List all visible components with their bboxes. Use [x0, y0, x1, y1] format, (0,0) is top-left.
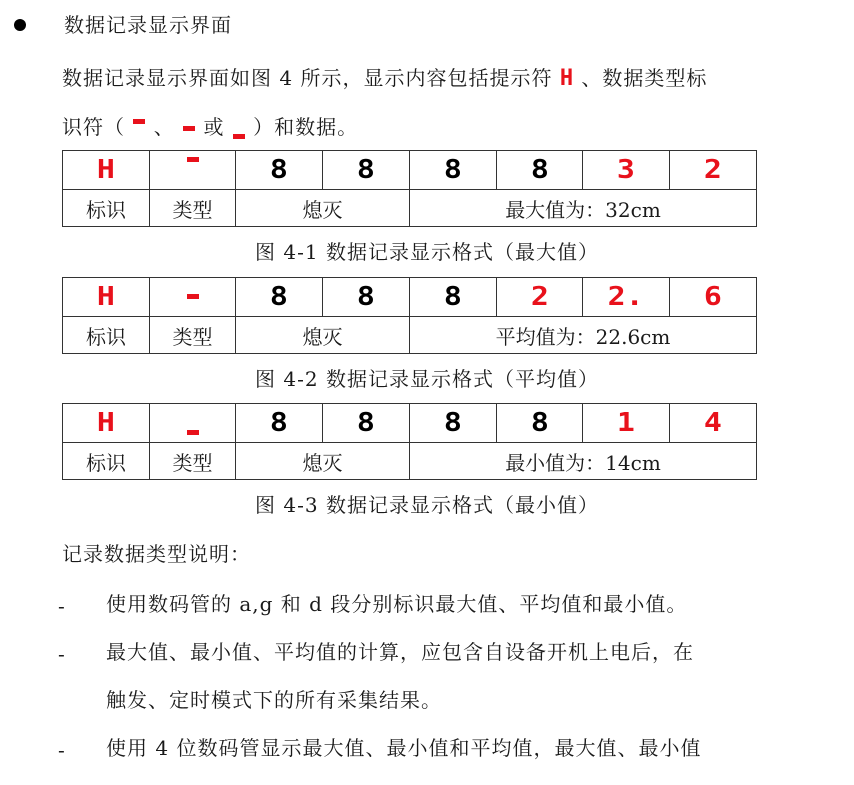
- digit-cell: [236, 151, 323, 190]
- intro-sep-1: 、: [153, 115, 175, 139]
- label-off: 熄灭: [236, 443, 410, 480]
- digit-cell: [236, 278, 323, 317]
- digit-value: 2: [703, 155, 723, 185]
- digit-value: 3: [616, 155, 636, 185]
- digit-off: 8: [443, 408, 463, 438]
- digit-cell: [323, 151, 410, 190]
- label-off: 熄灭: [236, 190, 410, 227]
- list-item-1: 使用数码管的 a,g 和 d 段分别标识最大值、平均值和最小值。: [106, 592, 688, 616]
- digit-off: 8: [443, 155, 463, 185]
- digit-off: 8: [530, 408, 549, 438]
- digit-value: 4: [703, 408, 723, 438]
- intro-text-4: ）和数据。: [253, 115, 359, 139]
- digit-value: 6: [703, 282, 723, 312]
- digit-cell: [497, 278, 583, 317]
- digit-cell: [63, 151, 150, 190]
- label-value: 最大值为：32cm: [410, 190, 757, 227]
- intro-line-1: [62, 66, 707, 91]
- intro-line-2: [62, 115, 358, 140]
- caption-table-3: 图 4-3 数据记录显示格式（最小值）: [255, 493, 599, 517]
- digit-off: 8: [530, 155, 549, 185]
- digit-cell: [410, 151, 497, 190]
- digit-off: 8: [356, 408, 376, 438]
- digit-flag: H: [96, 155, 116, 185]
- label-flag: 标识: [63, 317, 150, 354]
- format-table-avg: [62, 277, 757, 354]
- section-heading: 数据记录显示界面: [64, 13, 232, 37]
- label-type: 类型: [150, 190, 236, 227]
- format-table-max: [62, 150, 757, 227]
- label-value: 平均值为：22.6cm: [410, 317, 757, 354]
- digit-cell: [583, 151, 670, 190]
- type-min-segment-icon: [232, 118, 246, 140]
- digit-cell: [63, 278, 150, 317]
- intro-text-2: 、数据类型标: [581, 66, 708, 90]
- digit-value: 2.: [607, 282, 645, 312]
- digit-flag: H: [96, 282, 116, 312]
- digit-cell: [583, 278, 670, 317]
- type-avg-segment-icon: [182, 118, 196, 140]
- intro-text-1: 数据记录显示界面如图 4 所示，显示内容包括提示符: [62, 66, 553, 90]
- digit-cell: [410, 278, 497, 317]
- caption-table-1: 图 4-1 数据记录显示格式（最大值）: [255, 240, 599, 264]
- digit-cell: [497, 151, 583, 190]
- list-dash: -: [58, 594, 65, 618]
- digit-cell: [323, 278, 410, 317]
- prompt-symbol: H: [559, 66, 575, 91]
- bullet-icon: [14, 19, 26, 31]
- list-item-3: 使用 4 位数码管显示最大值、最小值和平均值，最大值、最小值: [106, 736, 702, 760]
- type-max-segment-icon: [132, 118, 146, 140]
- digit-flag: H: [96, 408, 116, 438]
- digit-cell: [670, 151, 757, 190]
- label-flag: 标识: [63, 443, 150, 480]
- digit-off: 8: [269, 282, 289, 312]
- digit-value: 2: [530, 282, 549, 312]
- list-item-2-line-1: 最大值、最小值、平均值的计算，应包含自设备开机上电后，在: [106, 640, 694, 664]
- digit-cell: [670, 404, 757, 443]
- digit-cell: [670, 278, 757, 317]
- label-type: 类型: [150, 443, 236, 480]
- digit-cell: [236, 404, 323, 443]
- section-title: 记录数据类型说明：: [62, 542, 251, 566]
- format-table-min: [62, 403, 757, 480]
- intro-sep-2: 或: [203, 115, 232, 139]
- label-value: 最小值为：14cm: [410, 443, 757, 480]
- digit-value: 1: [616, 408, 636, 438]
- label-off: 熄灭: [236, 317, 410, 354]
- digit-cell: [150, 151, 236, 190]
- digit-off: 8: [269, 155, 289, 185]
- type-avg-segment-icon: [186, 284, 200, 310]
- digit-cell: [150, 404, 236, 443]
- intro-text-3: 识符（: [62, 115, 125, 139]
- digit-cell: [583, 404, 670, 443]
- label-flag: 标识: [63, 190, 150, 227]
- list-dash: -: [58, 642, 65, 666]
- digit-cell: [323, 404, 410, 443]
- digit-cell: [63, 404, 150, 443]
- digit-cell: [410, 404, 497, 443]
- list-item-2-line-2: 触发、定时模式下的所有采集结果。: [106, 688, 442, 712]
- caption-table-2: 图 4-2 数据记录显示格式（平均值）: [255, 367, 599, 391]
- list-dash: -: [58, 738, 65, 762]
- digit-off: 8: [356, 282, 376, 312]
- type-min-segment-icon: [186, 410, 200, 436]
- digit-off: 8: [269, 408, 289, 438]
- digit-off: 8: [443, 282, 463, 312]
- digit-off: 8: [356, 155, 376, 185]
- digit-cell: [150, 278, 236, 317]
- digit-cell: [497, 404, 583, 443]
- type-max-segment-icon: [186, 157, 200, 183]
- label-type: 类型: [150, 317, 236, 354]
